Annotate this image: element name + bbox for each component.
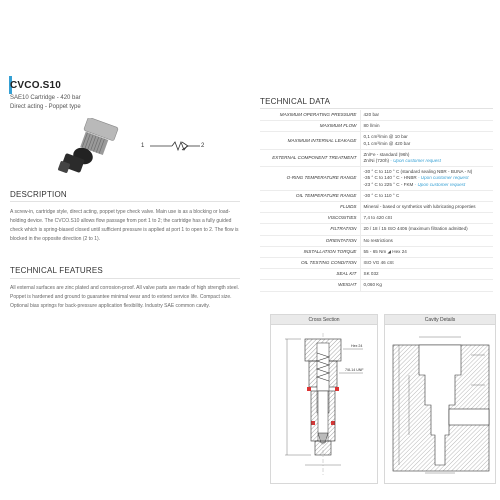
- spec-label: VISCOSITIES: [260, 213, 360, 224]
- spec-label: OIL TEMPERATURE RANGE: [260, 190, 360, 201]
- spec-label: O-RING TEMPERATURE RANGE: [260, 167, 360, 191]
- symbol-port-1: 1: [141, 143, 145, 149]
- technical-data-table: [260, 110, 493, 292]
- spec-label: OIL TESTING CONDITION: [260, 258, 360, 269]
- cross-section-title: Cross Section: [271, 315, 377, 325]
- spec-label: EXTERNAL COMPONENT TREATMENT: [260, 149, 360, 166]
- features-heading: TECHNICAL FEATURES: [10, 266, 103, 275]
- spec-value-text: -35 ° C to 140 ° C - HNBR: [363, 175, 417, 181]
- spec-value: No restrictions: [360, 235, 493, 246]
- spec-label: ORIENTATION: [260, 235, 360, 246]
- technical-data-heading: TECHNICAL DATA: [260, 97, 331, 106]
- spec-value: [360, 167, 493, 191]
- spec-value: 20 / 18 / 15 ISO 4406 (maximum filtration admitted): [360, 224, 493, 235]
- spec-value: 80 l/min: [360, 121, 493, 132]
- spec-label: MAXIMUM OPERATING PRESSURE: [260, 110, 360, 121]
- spec-value: -30 ° C to 110 ° C: [360, 190, 493, 201]
- spec-value: 55 - 65 Nm ◢ Hex 24: [360, 246, 493, 257]
- product-code: CVCO.S10: [10, 80, 62, 91]
- cavity-details-drawing: [385, 325, 495, 483]
- features-text: All external surfaces are zinc plated and corrosion-proof. All valve parts are made of high strength steel. Poppet is hardened and ground to guarantee minimal wear and to extend service life. Compact size. Optional bias springs for back-pressure application flexibility. Industry SAE common cavity.: [10, 285, 240, 309]
- spec-row: [260, 202, 493, 213]
- description-text: A screw-in, cartridge style, direct acting, poppet type check valve. Main use is as a blocking or load-holding device. The CVCO.S10 allows flow passage from port 1 to 2; the cartridge has a fully guided check which is spring-biased closed until sufficient pressure is applied at port 1 to open to 2. The flow is blocked in the opposite direction (2 to 1).: [10, 209, 239, 242]
- spec-label: MAXIMUM FLOW: [260, 121, 360, 132]
- spec-row: [260, 235, 493, 246]
- symbol-port-2: 2: [201, 143, 205, 149]
- customer-request-note: - Upon customer request: [413, 181, 466, 187]
- spec-label: MAXIMUM INTERNAL LEAKAGE: [260, 132, 360, 149]
- cavity-details-title: Cavity Details: [385, 315, 495, 325]
- spec-value-line: 0,1 cm³/min @ 420 bar: [363, 140, 411, 146]
- spec-row: [260, 269, 493, 280]
- spec-value-line: -30 ° C to 110 ° C (standard sealing NBR - BUNA - N): [363, 169, 473, 175]
- customer-request-note: - Upon customer request: [416, 175, 469, 181]
- thread-label: 7/8-14 UNF: [345, 368, 364, 372]
- features-rule: [10, 278, 240, 279]
- spec-label: WEIGHT: [260, 280, 360, 291]
- technical-data-rule: [260, 108, 493, 109]
- spec-row: [260, 280, 493, 291]
- spec-row: [260, 149, 493, 166]
- hex-label: Hex 24: [351, 344, 363, 348]
- spec-label: FILTRATION: [260, 224, 360, 235]
- spec-row: [260, 190, 493, 201]
- spec-row: [260, 167, 493, 191]
- customer-request-note: - Upon customer request: [389, 158, 441, 164]
- spec-row: [260, 121, 493, 132]
- check-valve-symbol: [138, 136, 210, 156]
- spec-label: FLUIDS: [260, 202, 360, 213]
- description-rule: [10, 201, 240, 202]
- product-subtitle-1: SAE10 Cartridge - 420 bar: [10, 95, 81, 101]
- spec-value-text: Zn/Ni (720h): [363, 158, 390, 164]
- spec-row: [260, 213, 493, 224]
- spec-row: [260, 110, 493, 121]
- spec-row: [260, 258, 493, 269]
- spec-value: Mineral - based or synthetics with lubricating properties: [360, 202, 493, 213]
- spec-value-text: -23 ° C to 225 ° C - FKM: [363, 181, 414, 187]
- spec-value-line: 0,1 cm³/min @ 10 bar: [363, 134, 408, 140]
- spec-row: [260, 246, 493, 257]
- product-subtitle-2: Direct acting - Poppet type: [10, 104, 81, 110]
- spec-value: ISO VG 46 cSt: [360, 258, 493, 269]
- spec-value-line: Zn/Fe - standard (96h): [363, 151, 410, 157]
- spec-value: [360, 132, 493, 149]
- spec-value: [360, 149, 493, 166]
- cartridge-product-image: [55, 118, 125, 180]
- spec-value: 0,060 Kg: [360, 280, 493, 291]
- spec-value-line: [364, 158, 491, 164]
- spec-row: [260, 224, 493, 235]
- cross-section-drawing: [271, 325, 377, 483]
- description-heading: DESCRIPTION: [10, 190, 67, 199]
- spec-value: 420 bar: [360, 110, 493, 121]
- spec-value: 7,4 to 420 cSt: [360, 213, 493, 224]
- spec-value: SK 032: [360, 269, 493, 280]
- spec-label: INSTALLATION TORQUE: [260, 246, 360, 257]
- cavity-details-panel: [384, 314, 496, 484]
- spec-label: SEAL KIT: [260, 269, 360, 280]
- cross-section-panel: [270, 314, 378, 484]
- spec-row: [260, 132, 493, 149]
- spec-value-line: [364, 182, 491, 188]
